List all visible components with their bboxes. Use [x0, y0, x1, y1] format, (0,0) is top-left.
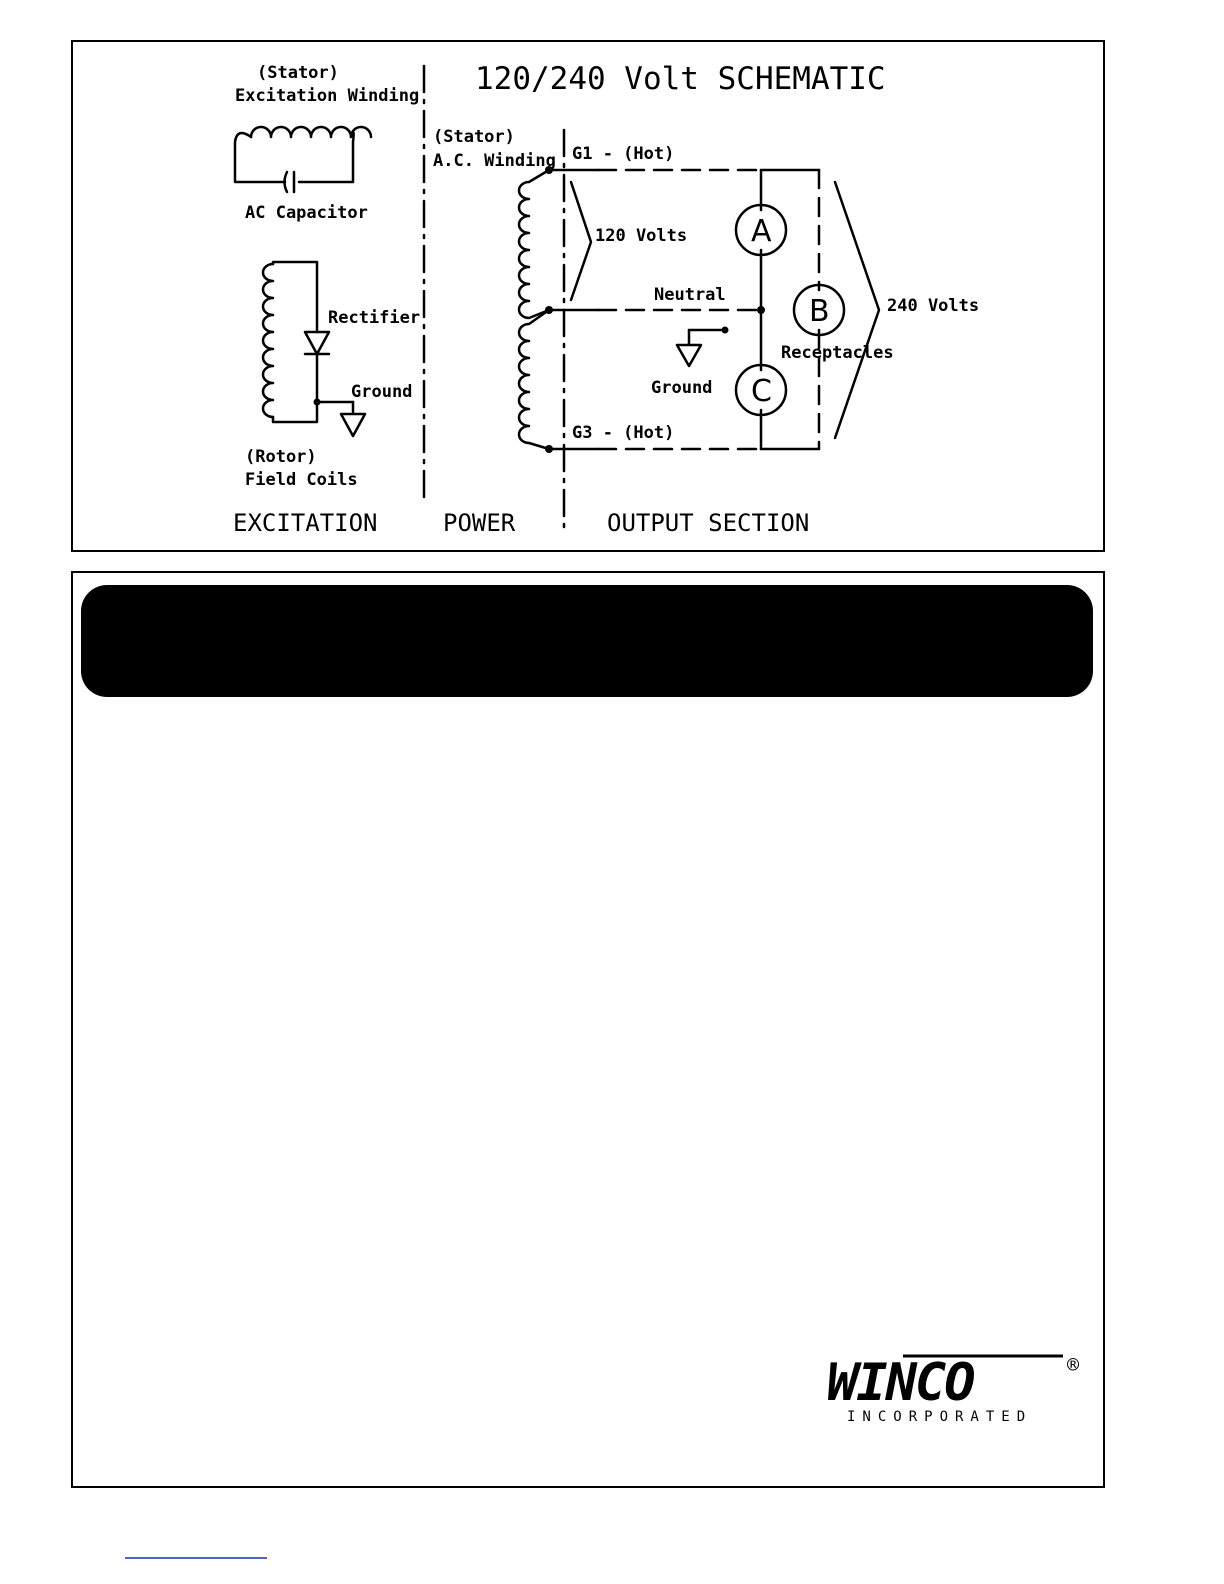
- label-rectifier: Rectifier: [328, 308, 421, 328]
- lower-panel: [71, 571, 1105, 1488]
- label-stator-excitation-1: (Stator): [257, 63, 339, 83]
- ground-mid-icon: [677, 330, 725, 366]
- label-stator-ac-1: (Stator): [433, 127, 515, 147]
- ground-left-icon: [317, 402, 365, 436]
- label-rotor-2: Field Coils: [245, 470, 358, 490]
- label-neutral: Neutral: [654, 285, 726, 305]
- label-stator-ac-2: A.C. Winding: [433, 151, 556, 171]
- schematic-title: 120/240 Volt SCHEMATIC: [475, 61, 886, 97]
- label-receptacles: Receptacles: [781, 343, 894, 363]
- bracket-120-volts: [571, 182, 591, 300]
- label-stator-excitation-2: Excitation Winding: [235, 86, 420, 106]
- schematic-diagram: [73, 42, 1107, 554]
- winco-logo: [823, 1348, 1103, 1428]
- schematic-panel: [71, 40, 1105, 552]
- rectifier-diode-icon: [305, 332, 329, 354]
- header-bar: [81, 585, 1093, 697]
- logo-brand: WINCO: [827, 1353, 974, 1413]
- bracket-240-volts: [835, 182, 879, 438]
- ac-winding-upper-icon: [519, 170, 549, 318]
- section-output: OUTPUT SECTION: [607, 509, 810, 537]
- logo-registered-mark: ®: [1067, 1353, 1080, 1377]
- logo-sub: INCORPORATED: [847, 1409, 1033, 1425]
- label-rotor-1: (Rotor): [245, 447, 317, 467]
- label-ac-capacitor: AC Capacitor: [245, 203, 368, 223]
- rotor-field-coils-icon: [263, 262, 317, 422]
- receptacle-c-label: C: [751, 374, 772, 409]
- footer-underline: [125, 1557, 267, 1559]
- section-power: POWER: [443, 509, 516, 537]
- receptacle-b-label: B: [809, 294, 830, 329]
- label-g1-hot: G1 - (Hot): [572, 144, 675, 164]
- label-g3-hot: G3 - (Hot): [572, 423, 675, 443]
- excitation-winding-icon: [235, 127, 371, 182]
- receptacle-a-label: A: [751, 214, 772, 249]
- label-120-volts: 120 Volts: [595, 226, 688, 246]
- ac-winding-lower-icon: [519, 310, 549, 449]
- label-240-volts: 240 Volts: [887, 296, 980, 316]
- label-ground-mid: Ground: [651, 378, 713, 398]
- label-ground-left: Ground: [351, 382, 413, 402]
- section-excitation: EXCITATION: [233, 509, 378, 537]
